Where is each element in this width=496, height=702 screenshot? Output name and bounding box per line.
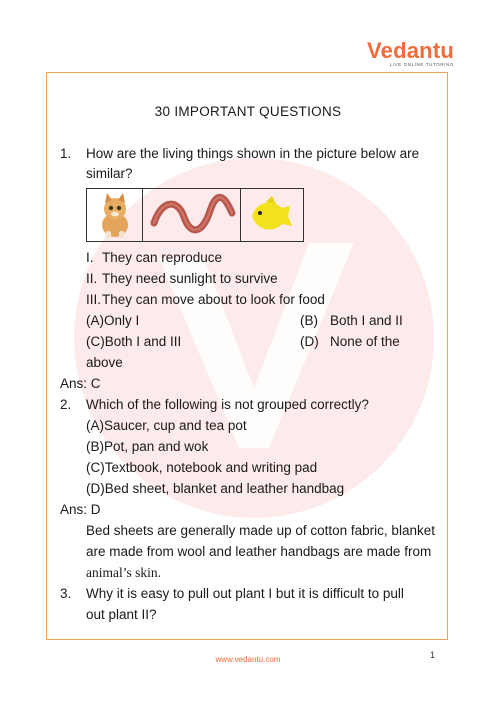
worm-image xyxy=(143,189,241,241)
answer-1: Ans: C xyxy=(60,376,101,391)
option-b-text: Both I and II xyxy=(330,313,403,328)
answer-2: Ans: D xyxy=(60,502,101,517)
q2-option-b: (B)Pot, pan and wok xyxy=(86,439,209,454)
question-3-text-cont: out plant II? xyxy=(86,607,157,622)
option-d-text: None of the xyxy=(330,334,400,349)
page-title: 30 IMPORTANT QUESTIONS xyxy=(154,104,342,119)
option-b-label: (B) xyxy=(300,313,318,328)
question-3-number: 3. xyxy=(60,586,72,601)
cat-icon xyxy=(93,191,137,239)
explanation-line-3: animal’s skin. xyxy=(86,565,161,580)
fish-icon xyxy=(246,194,298,236)
explanation-line-1: Bed sheets are generally made up of cotton fabric, blanket xyxy=(86,523,435,538)
brand-tagline: LIVE ONLINE TUTORING xyxy=(389,62,454,67)
statement-1-number: I. xyxy=(86,250,94,265)
question-1-number: 1. xyxy=(60,146,72,161)
question-3-text: Why it is easy to pull out plant I but it is difficult to pull xyxy=(86,586,404,601)
option-d-label: (D) xyxy=(300,334,319,349)
statement-3-number: III. xyxy=(86,292,102,307)
question-2-text: Which of the following is not grouped correctly? xyxy=(86,397,369,412)
explanation-line-2: are made from wool and leather handbags are made from xyxy=(86,544,432,559)
statement-2-text: They need sunlight to survive xyxy=(102,271,278,286)
fish-image xyxy=(241,189,303,241)
worm-icon xyxy=(148,193,236,237)
brand-name: Vedantu xyxy=(367,38,454,63)
cat-image xyxy=(87,189,143,241)
option-c-cont: above xyxy=(86,355,123,370)
page-number: 1 xyxy=(430,650,436,660)
q2-option-c: (C)Textbook, notebook and writing pad xyxy=(86,460,318,475)
question-1-text-cont: similar? xyxy=(86,166,133,181)
footer-url: www.vedantu.com xyxy=(215,655,281,664)
question-1-text: How are the living things shown in the picture below are xyxy=(86,146,420,161)
question-1-image-table xyxy=(86,188,304,242)
statement-3-text: They can move about to look for food xyxy=(102,292,325,307)
question-2-number: 2. xyxy=(60,397,72,412)
statement-1-text: They can reproduce xyxy=(102,250,223,265)
q2-option-a: (A)Saucer, cup and tea pot xyxy=(86,418,247,433)
option-a: (A)Only I xyxy=(86,313,140,328)
brand-logo xyxy=(367,40,454,68)
statement-2-number: II. xyxy=(86,271,98,286)
q2-option-d: (D)Bed sheet, blanket and leather handbag xyxy=(86,481,345,496)
option-c: (C)Both I and III xyxy=(86,334,182,349)
